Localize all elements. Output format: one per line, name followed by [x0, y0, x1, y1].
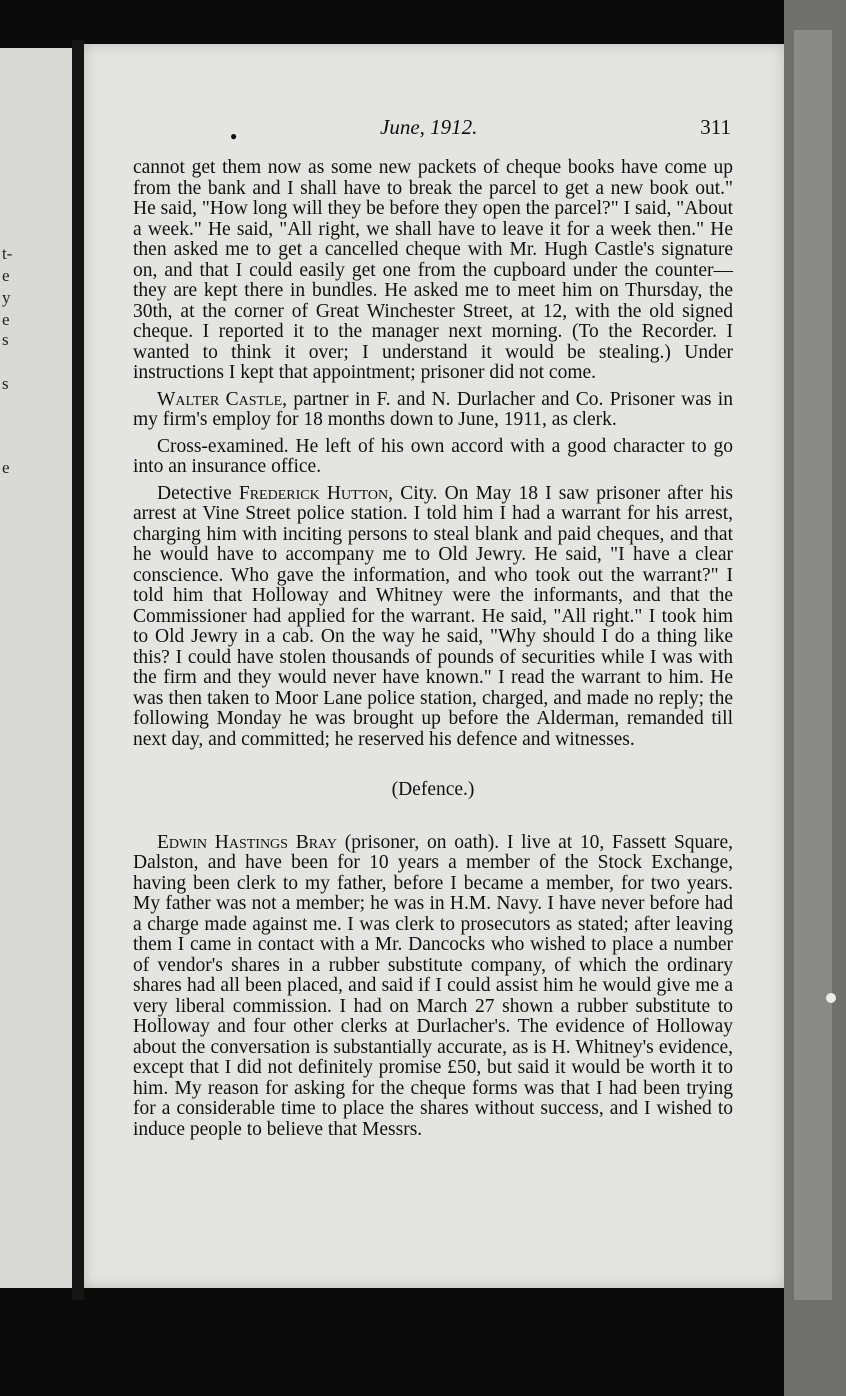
header-bullet: ●: [230, 129, 238, 143]
paragraph-text: , partner in F. and N. Durlacher and Co. Prisoner was in my firm's employ for 18 months down to June, 1911, as clerk.: [133, 388, 733, 430]
paragraph-text: (prisoner, on oath). I live at 10, Fassett Square, Dalston, and have been for 10 years a member of the Stock Exchange, having been clerk to my father, before I became a member, for two years. My father was not a member; he was in H.M. Navy. I have never before had a charge made against me. I was clerk to prosecutors as stated; after leaving them I came in contact with a Mr. Dancocks who wished to place a number of vendor's shares in a rubber substitute company, of which the ordinary shares had all been placed, and said if I could assist him he would give me a very liberal commission. I had on March 27 shown a rubber substitute to Holloway and four other clerks at Durlacher's. The evidence of Holloway about the conversation is substantially accurate, as is H. Whitney's evidence, except that I did not definitely promise £50, but said it would be worth it to him. My reason for asking for the cheque forms was that I had been trying for a considerable time to place the shares without success, and I wished to induce people to believe that Messrs.: [133, 831, 733, 1140]
facing-page-fragment: y: [2, 288, 11, 307]
witness-name: Edwin Hastings Bray: [157, 831, 337, 853]
paragraph-frederick-hutton: [133, 484, 733, 751]
paragraph-edwin-bray: [133, 833, 733, 1141]
page-body: [133, 158, 733, 1140]
running-title: June, 1912.: [380, 115, 478, 139]
page-number: 311: [700, 115, 731, 139]
paragraph-continued: cannot get them now as some new packets of cheque books have come up from the bank and I shall have to break the parcel to get a new book out." He said, "How long will they be before they open the parcel?" I said, "About a week." He said, "All right, we shall have to leave it for a week then." He then asked me to get a cancelled cheque with Mr. Hugh Castle's signature on, and that I could easily get one from the cupboard under the counter—they are kept there in bundles. He asked me to meet him on Thursday, the 30th, at the corner of Great Winchester Street, at 12, with the old signed cheque. I reported it to the manager next morning. (To the Recorder. I wanted to think it over; I understand it would be stealing.) Under instructions I kept that appointment; prisoner did not come.: [133, 157, 733, 383]
section-heading: (Defence.): [391, 779, 475, 800]
edge-mark: [826, 993, 836, 1003]
paragraph-cross-examined: Cross-examined. He left of his own accord with a good character to go into an insurance office.: [133, 435, 733, 477]
book-spine: [72, 40, 84, 1300]
facing-page-fragment: e: [2, 310, 10, 329]
facing-page-fragment: t-: [2, 244, 13, 263]
page-header: [130, 115, 735, 145]
paragraph-text: , City. On May 18 I saw prisoner after his arrest at Vine Street police station. I told him I had a warrant for his arrest, charging him with inciting persons to steal blank and paid cheques, and that he would have to accompany me to Old Jewry. He said, "I have a clear conscience. Who gave the information, and who took out the warrant?" I told him that Holloway and Whitney were the informants, and that the Commissioner had applied for the warrant. He said, "All right." I took him to Old Jewry in a cab. On the way he said, "Why should I do a thing like this? I could have stolen thousands of pounds of securities while I was with the firm and they would never have known." I read the warrant to him. He was then taken to Moor Lane police station, charged, and made no reply; the following Monday he was brought up before the Alderman, remanded till next day, and committed; he reserved his defence and witnesses.: [133, 482, 733, 750]
facing-page-fragment: e: [2, 266, 10, 285]
facing-page-edge: [0, 48, 72, 1288]
facing-page-fragment: s: [2, 374, 9, 393]
facing-page-fragment: e: [2, 458, 10, 477]
paragraph-walter-castle: [133, 390, 733, 431]
facing-page-fragment: s: [2, 330, 9, 349]
witness-name: Walter Castle: [157, 388, 283, 410]
page-stack-edge: [784, 0, 846, 1396]
witness-name: Frederick Hutton: [238, 482, 389, 504]
page-stack-inner: [794, 30, 832, 1300]
witness-title: Detective: [157, 482, 239, 504]
